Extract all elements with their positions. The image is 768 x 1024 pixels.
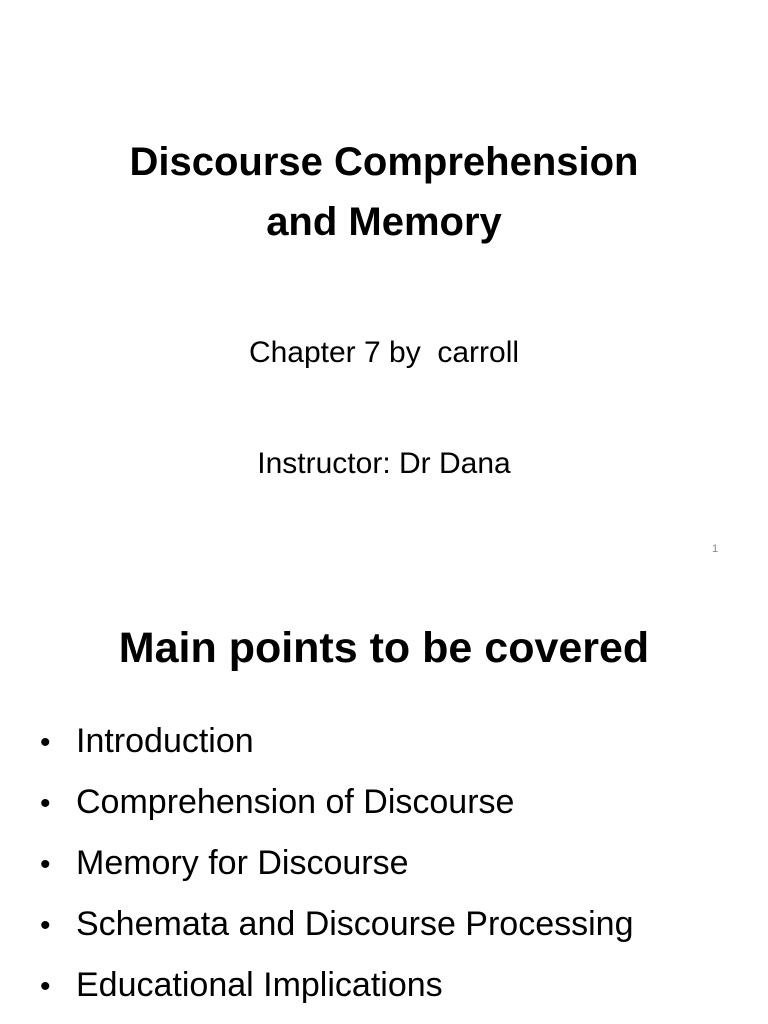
slide-number: 1 [712,543,719,555]
bullet-item [40,894,634,955]
bullet-text: Memory for Discourse [76,844,409,882]
slide-title [0,132,768,252]
bullet-text: Educational Implications [76,966,443,1004]
bullet-icon: • [40,909,51,942]
bullet-icon: • [40,970,51,1003]
slide-title: Main points to be covered [118,624,650,672]
bullet-item [40,833,634,894]
chapter-subtitle: Chapter 7 by carroll [248,336,520,369]
bullet-item [40,772,634,833]
slide-title-line-2: and Memory [266,200,502,244]
bullet-text: Introduction [76,722,254,760]
bullet-item [40,711,634,772]
bullet-icon: • [40,787,51,820]
bullet-text: Comprehension of Discourse [76,783,515,821]
bullet-item [40,955,634,1016]
bullet-text: Schemata and Discourse Processing [76,905,634,943]
slide-2 [0,576,768,1024]
bullet-list [40,711,634,1016]
instructor-subtitle: Instructor: Dr Dana [257,447,511,480]
slide-title-line-1: Discourse Comprehension [129,140,639,184]
bullet-icon: • [40,848,51,881]
bullet-icon: • [40,726,51,759]
